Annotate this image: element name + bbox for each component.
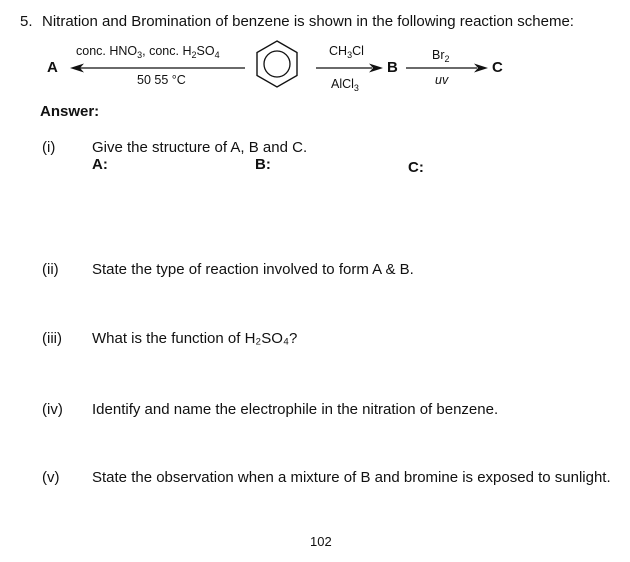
part-i-text: Give the structure of A, B and C. <box>92 139 308 156</box>
benzene-ring <box>257 41 297 87</box>
product-a: A <box>47 59 58 76</box>
nitration-temperature: 50 55 °C <box>137 73 186 87</box>
subscript: 2 <box>191 50 197 60</box>
subscript: 2 <box>444 54 450 64</box>
page-number: 102 <box>310 534 332 549</box>
bromine-reagent <box>432 48 450 62</box>
part-iii-text: What is the function of H₂SO₄? <box>92 330 298 347</box>
product-c: C <box>492 59 503 76</box>
reagent-ch3cl-prefix: CH <box>329 44 348 58</box>
bromine-name: Br <box>432 48 445 62</box>
question-number: 5. <box>20 13 33 30</box>
answer-heading: Answer: <box>40 103 100 120</box>
reagent-h2so4-prefix: , conc. H <box>142 44 192 58</box>
part-v-text: State the observation when a mixture of B and bromine is exposed to sunlight. <box>92 469 611 486</box>
reagent-ch3cl-suffix: Cl <box>352 44 364 58</box>
nitration-reagents <box>76 44 220 58</box>
part-ii-label: (ii) <box>42 261 59 278</box>
subscript: 3 <box>353 83 359 93</box>
product-b: B <box>387 59 398 76</box>
part-iii-label: (iii) <box>42 330 62 347</box>
subscript: 3 <box>347 50 353 60</box>
part-i-label: (i) <box>42 139 56 156</box>
alkylation-arrow <box>316 64 383 73</box>
reagent-h2so4-mid: SO <box>196 44 215 58</box>
subscript: 3 <box>137 50 143 60</box>
structure-b-label: B: <box>255 156 271 173</box>
reagent-hno3: conc. HNO <box>76 44 138 58</box>
part-ii-text: State the type of reaction involved to form A & B. <box>92 261 414 278</box>
catalyst <box>331 77 359 91</box>
alkylation-reagent <box>329 44 364 58</box>
part-iv-text: Identify and name the electrophile in the nitration of benzene. <box>92 401 499 418</box>
structure-a-label: A: <box>92 156 108 173</box>
uv-light: uv <box>435 73 449 87</box>
subscript: 4 <box>214 50 220 60</box>
question-text: Nitration and Bromination of benzene is shown in the following reaction scheme: <box>42 13 574 30</box>
bromination-arrow <box>406 64 488 73</box>
catalyst-name: AlCl <box>331 77 354 91</box>
part-iv-label: (iv) <box>42 401 63 418</box>
nitration-arrow <box>70 64 245 73</box>
part-v-label: (v) <box>42 469 60 486</box>
structure-c-label: C: <box>408 159 424 176</box>
